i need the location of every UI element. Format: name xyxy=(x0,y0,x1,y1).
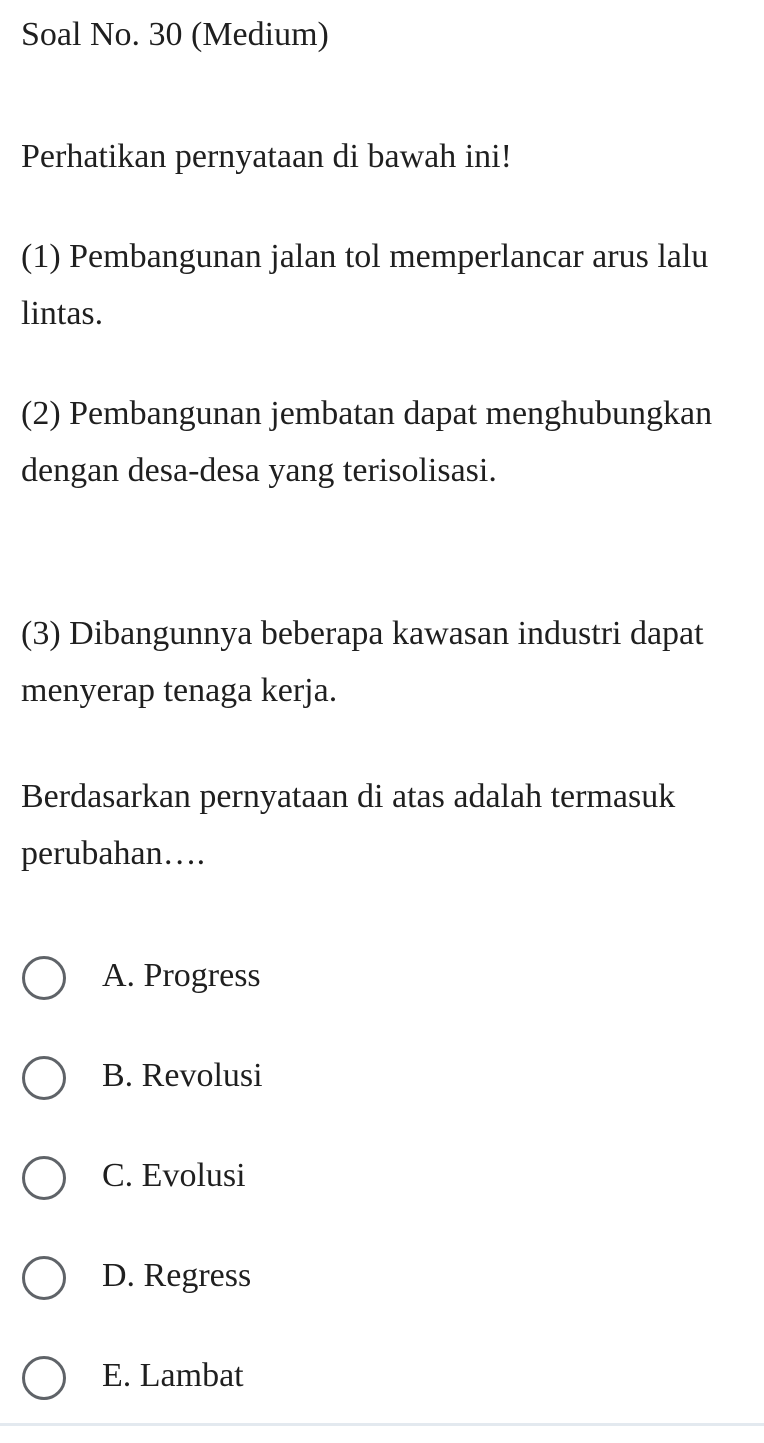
radio-button-e[interactable] xyxy=(22,1356,66,1400)
option-c[interactable] xyxy=(0,1143,764,1243)
option-b-label: B. Revolusi xyxy=(102,1057,263,1094)
option-b[interactable] xyxy=(0,1043,764,1143)
radio-button-c[interactable] xyxy=(22,1156,66,1200)
question-instruction: Perhatikan pernyataan di bawah ini! xyxy=(21,138,512,175)
option-d-label: D. Regress xyxy=(102,1257,252,1294)
question-title: Soal No. 30 (Medium) xyxy=(21,16,329,53)
option-e-label: E. Lambat xyxy=(102,1357,244,1394)
statement-3: (3) Dibangunnya beberapa kawasan industri dapat menyerap tenaga kerja. xyxy=(21,615,704,709)
radio-button-d[interactable] xyxy=(22,1256,66,1300)
option-c-label: C. Evolusi xyxy=(102,1157,246,1194)
answer-options xyxy=(0,943,764,1443)
option-e[interactable] xyxy=(0,1343,764,1443)
radio-button-a[interactable] xyxy=(22,956,66,1000)
radio-button-b[interactable] xyxy=(22,1056,66,1100)
question-prompt: Berdasarkan pernyataan di atas adalah termasuk perubahan…. xyxy=(21,778,676,872)
bottom-divider xyxy=(0,1423,764,1426)
option-d[interactable] xyxy=(0,1243,764,1343)
option-a[interactable] xyxy=(0,943,764,1043)
statement-1: (1) Pembangunan jalan tol memperlancar arus lalu lintas. xyxy=(21,238,709,332)
statement-2: (2) Pembangunan jembatan dapat menghubungkan dengan desa-desa yang terisolisasi. xyxy=(21,395,713,489)
option-a-label: A. Progress xyxy=(102,957,261,994)
